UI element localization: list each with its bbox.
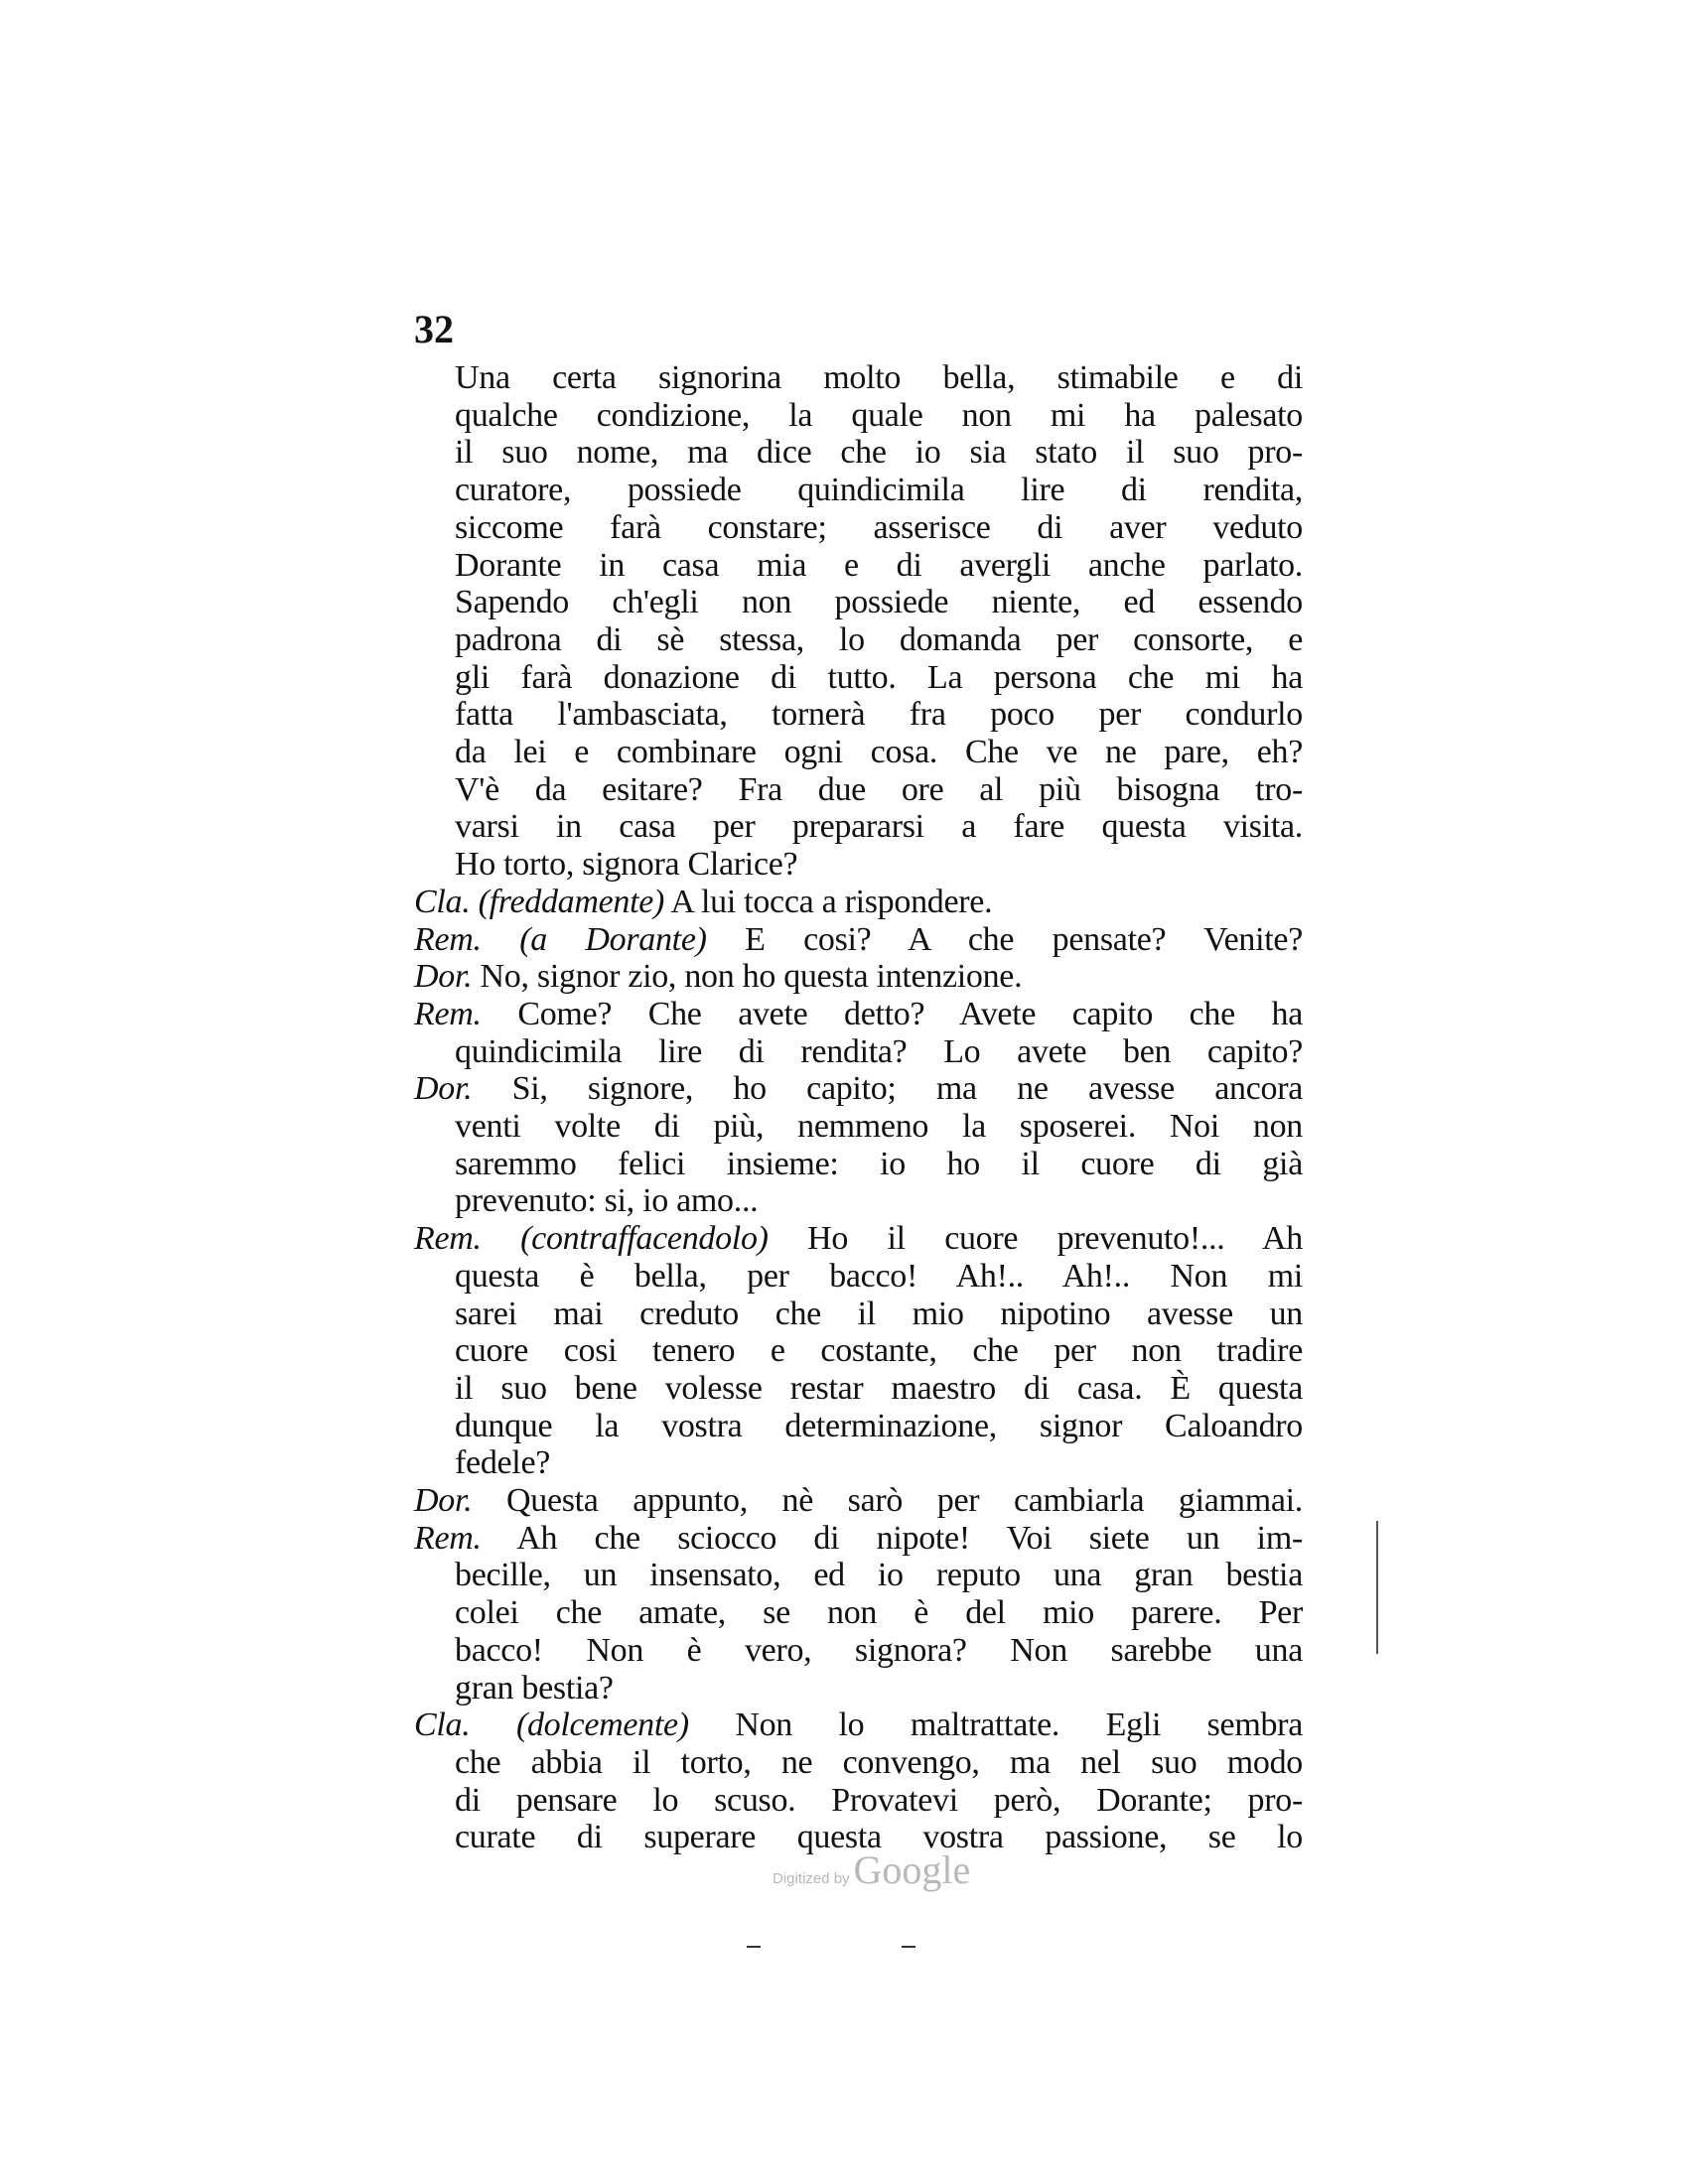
speaker-name: Rem. (414, 1220, 482, 1258)
speaker-name: Rem. (414, 920, 482, 958)
text-line (455, 1296, 1303, 1333)
line-text: V'è da esitare? Fra due ore al più bisogna tro- (455, 770, 1303, 808)
text-line (455, 1444, 1303, 1482)
watermark-digitized-by: Digitized by (773, 1870, 850, 1887)
text-line (455, 1258, 1303, 1296)
speaker-line (414, 958, 1303, 996)
line-text: il suo nome, ma dice che io sia stato il suo pro- (455, 434, 1303, 472)
speaker-line (414, 1070, 1303, 1108)
line-text: fedele? (455, 1444, 551, 1482)
text-line (455, 734, 1303, 771)
text-line (455, 1033, 1303, 1071)
line-text: Questa appunto, nè sarò per cambiarla giammai. (505, 1482, 1303, 1519)
text-line (455, 1782, 1303, 1820)
speaker-name: Cla. (414, 1706, 471, 1744)
line-text: becille, un insensato, ed io reputo una gran bestia (455, 1557, 1303, 1594)
text-line (455, 472, 1303, 509)
line-text: Ho il cuore prevenuto!... Ah (807, 1220, 1303, 1258)
line-text: Non lo maltrattate. Egli sembra (735, 1706, 1303, 1744)
line-text: A lui tocca a rispondere. (670, 883, 993, 920)
text-line (455, 1332, 1303, 1370)
text-line (455, 584, 1303, 621)
text-line (455, 659, 1303, 697)
line-text: Ho torto, signora Clarice? (455, 846, 798, 884)
text-line (455, 1744, 1303, 1782)
text-line (455, 1594, 1303, 1632)
text-line (455, 509, 1303, 547)
text-line (455, 547, 1303, 585)
line-text: varsi in casa per prepararsi a fare questa visita. (455, 808, 1303, 846)
line-text: Si, signore, ho capito; ma ne avesse ancora (511, 1070, 1304, 1108)
line-text: che abbia il torto, ne convengo, ma nel suo modo (455, 1743, 1303, 1781)
speaker-line (414, 1220, 1303, 1258)
speaker-name: Rem. (414, 1519, 482, 1557)
text-line (455, 1146, 1303, 1183)
line-text: curate di superare questa vostra passione, se lo (455, 1819, 1303, 1856)
line-text: prevenuto: si, io amo... (455, 1182, 759, 1220)
text-line (455, 1557, 1303, 1594)
scan-speck (747, 1946, 761, 1948)
scan-speck (902, 1946, 915, 1948)
line-text: qualche condizione, la quale non mi ha palesato (455, 396, 1303, 434)
speaker-name: Cla. (414, 883, 471, 920)
speaker-name: Dor. (414, 1070, 473, 1108)
line-text: padrona di sè stessa, lo domanda per consorte, e (455, 620, 1303, 658)
line-text: quindicimila lire di rendita? Lo avete ben capito? (455, 1032, 1303, 1070)
stage-direction: (freddamente) (478, 883, 665, 920)
line-text: venti volte di più, nemmeno la sposerei. Noi non (455, 1108, 1303, 1145)
speaker-name: Dor. (414, 958, 473, 996)
text-line (455, 359, 1303, 397)
line-text: saremmo felici insieme: io ho il cuore di già (455, 1145, 1303, 1182)
line-text: Dorante in casa mia e di avergli anche parlato. (455, 546, 1303, 584)
speaker-line (414, 1520, 1303, 1558)
speaker-line (414, 1706, 1303, 1744)
text-line (455, 808, 1303, 846)
text-line (455, 1670, 1303, 1707)
line-text: cuore cosi tenero e costante, che per non tradire (455, 1332, 1303, 1370)
text-line (455, 1108, 1303, 1146)
watermark-google-logo: Google (853, 1847, 971, 1892)
stage-direction: (a Dorante) (519, 920, 707, 958)
text-line (455, 434, 1303, 472)
line-text: siccome farà constare; asserisce di aver veduto (455, 508, 1303, 546)
line-text: fatta l'ambasciata, tornerà fra poco per condurlo (455, 696, 1303, 734)
line-text: dunque la vostra determinazione, signor Caloandro (455, 1407, 1303, 1444)
line-text: questa è bella, per bacco! Ah!.. Ah!.. Non mi (455, 1257, 1303, 1295)
line-text: Ah che sciocco di nipote! Voi siete un im- (516, 1519, 1303, 1557)
google-watermark (773, 1846, 970, 1893)
line-text: gli farà donazione di tutto. La persona che mi ha (455, 658, 1303, 696)
speaker-line (414, 884, 1303, 921)
text-line (455, 621, 1303, 659)
line-text: curatore, possiede quindicimila lire di rendita, (455, 472, 1303, 509)
text-line (455, 1182, 1303, 1220)
speaker-line (414, 996, 1303, 1033)
line-text: di pensare lo scuso. Provatevi però, Dorante; pro- (455, 1781, 1303, 1819)
text-line (455, 846, 1303, 884)
line-text: gran bestia? (455, 1669, 614, 1706)
line-text: sarei mai creduto che il mio nipotino avesse un (455, 1295, 1303, 1332)
line-text: Una certa signorina molto bella, stimabile e di (455, 359, 1303, 396)
line-text: Come? Che avete detto? Avete capito che ha (517, 995, 1304, 1032)
text-line (455, 696, 1303, 734)
stage-direction: (dolcemente) (515, 1706, 689, 1744)
text-line (455, 1408, 1303, 1445)
line-text: da lei e combinare ogni cosa. Che ve ne pare, eh? (455, 734, 1303, 770)
line-text: Sapendo ch'egli non possiede niente, ed essendo (455, 584, 1303, 621)
text-line (455, 397, 1303, 435)
text-line (455, 1370, 1303, 1408)
line-text: il suo bene volesse restar maestro di casa. È questa (455, 1369, 1303, 1407)
line-text: bacco! Non è vero, signora? Non sarebbe una (455, 1631, 1303, 1669)
speaker-line (414, 1482, 1303, 1520)
stage-direction: (contraffacendolo) (520, 1220, 769, 1258)
page-number: 32 (414, 307, 454, 351)
text-line (455, 1632, 1303, 1670)
speaker-name: Rem. (414, 995, 482, 1032)
text-line (455, 771, 1303, 809)
line-text: No, signor zio, non ho questa intenzione. (480, 958, 1023, 996)
speaker-line (414, 921, 1303, 959)
line-text: E cosi? A che pensate? Venite? (745, 920, 1304, 958)
scan-edge-mark (1376, 1521, 1378, 1654)
line-text: colei che amate, se non è del mio parere. Per (455, 1594, 1303, 1632)
speaker-name: Dor. (414, 1482, 473, 1519)
